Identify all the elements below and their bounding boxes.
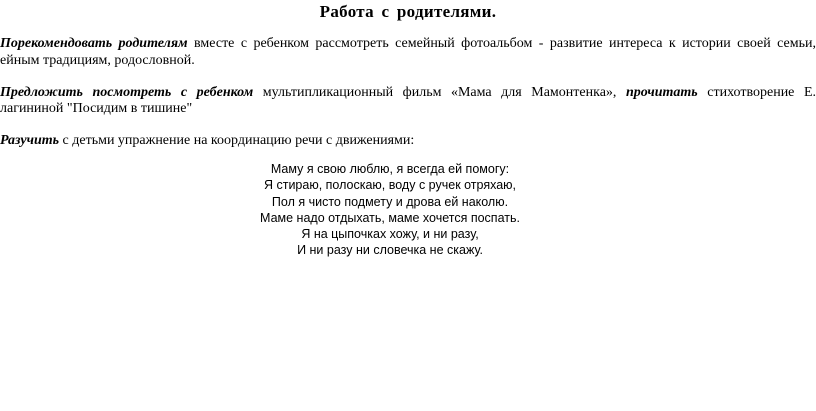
p2-text-2: стихотворение Е. (697, 85, 816, 100)
poem-line: Пол я чисто подмету и дрова ей наколю. (271, 194, 509, 209)
p2-text-1: мультипликационный фильм «Мама для Мамонтенка», (253, 85, 626, 100)
p2-emphasis-2: прочитать (625, 85, 698, 100)
paragraph-1-line-2: ейным традициям, родословной. (0, 53, 195, 68)
poem-line: Маму я свою люблю, я всегда ей помогу: (270, 162, 510, 176)
paragraph-1-line-1 (0, 36, 816, 52)
paragraph-3 (0, 133, 816, 149)
poem (140, 161, 640, 259)
p3-text: с детьми упражнение на координацию речи с движениями: (59, 133, 415, 148)
poem-line: И ни разу ни словечка не скажу. (297, 243, 483, 258)
p1-text: вместе с ребенком рассмотреть семейный фотоальбом - развитие интереса к истории своей семьи, (187, 36, 816, 51)
poem-line: Я стираю, полоскаю, воду с ручек отряхаю, (263, 178, 517, 193)
paragraph-2-line-1 (0, 85, 816, 101)
p1-emphasis: Порекомендовать родителям (0, 36, 188, 51)
poem-line: Я на цыпочках хожу, и ни разу, (301, 227, 479, 242)
poem-line: Маме надо отдыхать, маме хочется поспать. (260, 210, 520, 225)
p2-emphasis-1: Предложить посмотреть с ребенком (0, 85, 254, 100)
paragraph-2-line-2: лагининой "Посидим в тишине" (0, 101, 193, 116)
p3-emphasis: Разучить (0, 133, 60, 148)
document-title: Работа с родителями. (319, 2, 497, 21)
